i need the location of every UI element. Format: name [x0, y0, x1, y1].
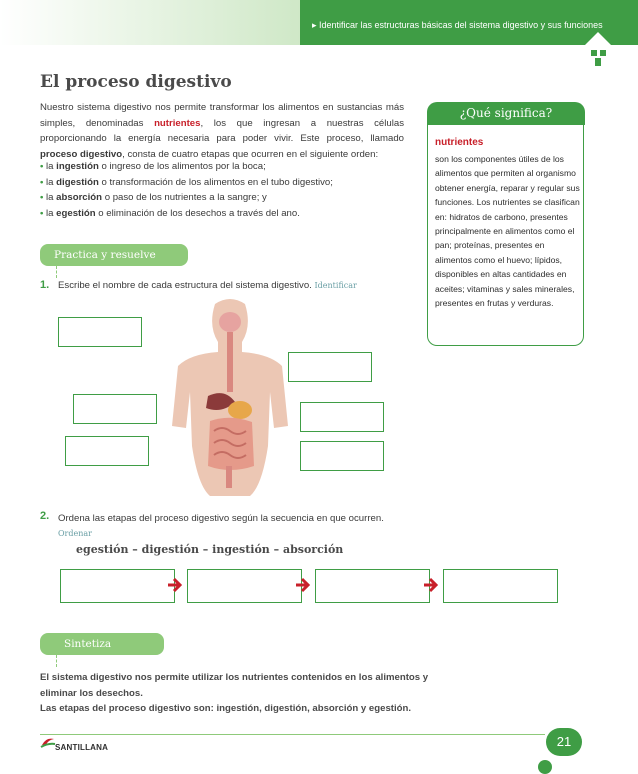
list-item: • la egestión o eliminación de los desechos a través del ano.	[40, 207, 300, 219]
keyword-proceso-digestivo: proceso digestivo	[40, 148, 123, 160]
tag-connector	[56, 266, 57, 278]
arrow-right-icon	[424, 576, 440, 594]
breadcrumb: ▸ Identificar las estructuras básicas del sistema digestivo y sus funciones	[312, 20, 603, 30]
activity-2-instruction: Ordena las etapas del proceso digestivo según la secuencia en que ocurren. Ordenar	[58, 513, 384, 538]
section-tag-practica: Practica y resuelve	[40, 244, 188, 266]
skill-label: Ordenar	[58, 529, 92, 538]
intro-paragraph: Nuestro sistema digestivo nos permite transformar los alimentos en sustancias más simples, denominadas nutrientes, los que ingresan a nuestras células proporcionando la energía necesaria para poder vivir. Este proceso, llamado proceso digestivo, consta de cuatro etapas que ocurren en el siguiente orden:	[40, 102, 404, 160]
list-item: • la ingestión o ingreso de los alimentos por la boca;	[40, 161, 266, 172]
skill-label: Identificar	[314, 281, 357, 290]
activity-1-instruction: Escribe el nombre de cada estructura del sistema digestivo. Identificar	[58, 280, 357, 291]
sequence-box[interactable]	[187, 569, 302, 603]
answer-box[interactable]	[65, 436, 149, 466]
sequence-box[interactable]	[60, 569, 175, 603]
page-number: 21	[546, 728, 582, 756]
list-item: • la absorción o paso de los nutrientes a la sangre; y	[40, 192, 267, 204]
glossary-heading: ¿Qué significa?	[427, 102, 585, 125]
activity-2-number: 2.	[40, 510, 50, 522]
tag-connector	[56, 655, 57, 667]
section-tag-sintetiza: Sintetiza	[40, 633, 164, 655]
answer-box[interactable]	[58, 317, 142, 347]
house-icon	[580, 28, 616, 68]
summary-text: El sistema digestivo nos permite utilizar los nutrientes contenidos en los alimentos y eliminar los desechos. Las etapas del proceso digestivo son: ingestión, digestión, absorción y egestión.	[40, 672, 429, 715]
caret-right-icon: ▸	[312, 20, 320, 30]
stages-sequence: egestión – digestión – ingestión – absorción	[76, 543, 344, 556]
page-title: El proceso digestivo	[40, 72, 232, 92]
keyword-nutrientes: nutrientes	[154, 117, 201, 129]
header-gradient	[0, 0, 300, 45]
digestive-system-illustration	[170, 296, 290, 496]
glossary-definition: son los componentes útiles de los alimentos que permiten al organismo obtener energía, reparar y regular sus funciones. Los nutrientes se clasifican en: hidratos de carbono, presentes principalmente en alimentos como el pan; proteínas, presentes en alimentos como el huevo; lípidos, disponibles en altas cantidades en aceites; vitaminas y sales minerales, presentes en frutas y verduras.	[435, 154, 580, 309]
arrow-right-icon	[168, 576, 184, 594]
list-item: • la digestión o transformación de los alimentos en el tubo digestivo;	[40, 176, 333, 188]
glossary-term: nutrientes	[435, 137, 484, 148]
publisher-logo-text: SANTILLANA	[55, 743, 109, 752]
sequence-box[interactable]	[315, 569, 430, 603]
answer-box[interactable]	[300, 441, 384, 471]
arrow-right-icon	[296, 576, 312, 594]
activity-1-number: 1.	[40, 279, 50, 291]
answer-box[interactable]	[288, 352, 372, 382]
santillana-logo-icon	[40, 735, 56, 749]
answer-box[interactable]	[73, 394, 157, 424]
footer-divider	[40, 734, 545, 735]
sequence-box[interactable]	[443, 569, 558, 603]
page-dot	[538, 760, 552, 774]
answer-box[interactable]	[300, 402, 384, 432]
stages-list	[40, 159, 410, 221]
